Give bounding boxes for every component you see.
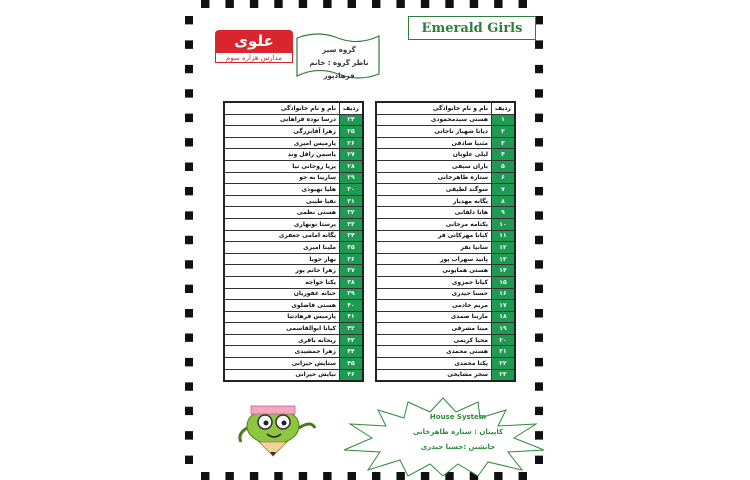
table-row [224,160,363,172]
table-row [224,195,363,207]
table-row [224,137,363,149]
student-name: بهار جویا [224,253,340,265]
table-row [224,346,363,358]
table-row [376,265,515,277]
student-name: حسنا حیدری [376,288,492,300]
table-header-row [376,102,515,114]
student-name: پارمیس امیری [224,137,340,149]
table-row [376,300,515,312]
student-name: سانیا نفر [376,242,492,254]
house-system-info [388,410,528,455]
document-page [185,0,543,480]
table-row [224,265,363,277]
student-name: زهرا جمشیدی [224,346,340,358]
house-captain: کاپیتان : ستاره طاهرخانی [412,428,504,436]
table-row [224,126,363,138]
student-name: یکتامه مرجانی [376,218,492,230]
table-row [376,230,515,242]
column-header-name: نام و نام خانوادگی [376,102,492,114]
roster-table-right [375,101,516,382]
student-name: لیلی علویان [376,149,492,161]
student-name: ستایش حیرانی [224,358,340,370]
row-number: ۷ [492,184,515,196]
row-number: ۳۶ [340,253,363,265]
table-row [224,369,363,381]
row-number: ۳۸ [340,276,363,288]
table-row [376,311,515,323]
student-name: مینا مشرقی [376,323,492,335]
table-row [376,126,515,138]
group-supervisor: ناظر گروه : خانم فرهادپور [309,59,369,80]
row-number: ۴۱ [340,311,363,323]
column-header-name: نام و نام خانوادگی [224,102,340,114]
table-row [224,149,363,161]
table-row [224,358,363,370]
row-number: ۱۲ [492,242,515,254]
table-row [224,184,363,196]
table-row [376,114,515,126]
row-number: ۱ [492,114,515,126]
house-deputy: جانشین :حسنا حیدری [420,443,496,451]
table-row [376,323,515,335]
row-number: ۴۴ [340,346,363,358]
student-name: پارمیس فرهادنیا [224,311,340,323]
student-name: کیانا مهرکانی فر [376,230,492,242]
student-name: دیانا شهباز ناجانی [376,126,492,138]
group-info [301,44,377,83]
table-row [376,288,515,300]
column-header-number: ردیف [340,102,363,114]
student-name: مریم خادمی [376,300,492,312]
student-name: درسا نوده فراهانی [224,114,340,126]
table-row [376,160,515,172]
student-name: پریا روحانی نیا [224,160,340,172]
table-row [376,253,515,265]
student-name: باران سیفی [376,160,492,172]
table-row [376,207,515,219]
student-name: هستی سیدمحمودی [376,114,492,126]
column-header-number: ردیف [492,102,515,114]
table-row [376,195,515,207]
row-number: ۲۵ [340,126,363,138]
student-name: یکتا خواجه [224,276,340,288]
student-name: سحر مشایخی [376,369,492,381]
row-number: ۲۰ [492,334,515,346]
student-name: یگانه مهدیار [376,195,492,207]
student-name: سوگند لطیفی [376,184,492,196]
student-name: زهرا حاتم پور [224,265,340,277]
student-name: یکتا محمدی [376,358,492,370]
row-number: ۶ [492,172,515,184]
table-row [376,149,515,161]
row-number: ۱۴ [492,265,515,277]
table-row [376,346,515,358]
page-title: Emerald Girls [408,16,536,40]
student-name: پرستا نوبهاری [224,218,340,230]
row-number: ۳۱ [340,195,363,207]
row-number: ۲۳ [492,369,515,381]
student-name: هستی همایونی [376,265,492,277]
logo-brand: علوی [215,30,293,52]
table-row [224,334,363,346]
row-number: ۴۳ [340,334,363,346]
row-number: ۵ [492,160,515,172]
row-number: ۴۵ [340,358,363,370]
table-row [376,218,515,230]
student-name: مثنیا صادقی [376,137,492,149]
student-name: هستی نظمی [224,207,340,219]
student-name: نیایش حیرانی [224,369,340,381]
row-number: ۲۱ [492,346,515,358]
table-header-row [224,102,363,114]
student-name: پانیذ سهراب پور [376,253,492,265]
roster-table-left [223,101,364,382]
row-number: ۲۲ [492,358,515,370]
table-row [376,172,515,184]
row-number: ۱۷ [492,300,515,312]
row-number: ۴۰ [340,300,363,312]
row-number: ۳۳ [340,218,363,230]
student-name: ریحانه باقری [224,334,340,346]
row-number: ۳۲ [340,207,363,219]
student-name: یگانه امامی جعفری [224,230,340,242]
row-number: ۱۱ [492,230,515,242]
row-number: ۳ [492,137,515,149]
student-name: کیانا حمزوی [376,276,492,288]
table-row [224,276,363,288]
student-name: مارینا صمدی [376,311,492,323]
student-name: هستی محمدی [376,346,492,358]
table-row [224,300,363,312]
group-name: گروه سبز [322,46,356,54]
row-number: ۹ [492,207,515,219]
row-number: ۳۹ [340,288,363,300]
row-number: ۴ [492,149,515,161]
table-row [376,358,515,370]
row-number: ۴۶ [340,369,363,381]
table-row [224,218,363,230]
student-name: زهرا آقابزرگی [224,126,340,138]
table-row [224,242,363,254]
row-number: ۲۹ [340,172,363,184]
student-name: ملینا امیری [224,242,340,254]
student-name: هلیا بهبودی [224,184,340,196]
row-number: ۸ [492,195,515,207]
table-row [224,172,363,184]
row-number: ۲ [492,126,515,138]
row-number: ۱۸ [492,311,515,323]
row-number: ۱۳ [492,253,515,265]
table-row [224,311,363,323]
table-row [224,114,363,126]
student-name: هانا دلفانی [376,207,492,219]
school-logo [215,30,293,64]
student-name: هستی فاضلوی [224,300,340,312]
row-number: ۳۷ [340,265,363,277]
row-number: ۳۰ [340,184,363,196]
table-row [376,184,515,196]
table-row [376,334,515,346]
table-row [376,242,515,254]
logo-subtitle: مدارس هزاره سوم [215,52,293,63]
row-number: ۳۴ [340,230,363,242]
table-row [224,323,363,335]
row-number: ۲۸ [340,160,363,172]
student-name: یاسمن راقل وند [224,149,340,161]
student-name: سارینا به جو [224,172,340,184]
row-number: ۲۴ [340,114,363,126]
student-name: حنانه غفوریان [224,288,340,300]
row-number: ۱۶ [492,288,515,300]
table-row [224,253,363,265]
house-title: House System [429,413,487,421]
table-row [376,369,515,381]
row-number: ۳۵ [340,242,363,254]
student-name: محیا کریمی [376,334,492,346]
pencil-mascot-icon [233,398,323,458]
table-row [376,276,515,288]
table-row [224,288,363,300]
row-number: ۲۷ [340,149,363,161]
row-number: ۲۶ [340,137,363,149]
table-row [224,230,363,242]
row-number: ۴۲ [340,323,363,335]
table-row [224,207,363,219]
row-number: ۱۵ [492,276,515,288]
student-name: کیانا ابوالقاسمی [224,323,340,335]
table-row [376,137,515,149]
row-number: ۱۰ [492,218,515,230]
row-number: ۱۹ [492,323,515,335]
student-name: نفیا طیبی [224,195,340,207]
student-name: ستاره طاهرخانی [376,172,492,184]
